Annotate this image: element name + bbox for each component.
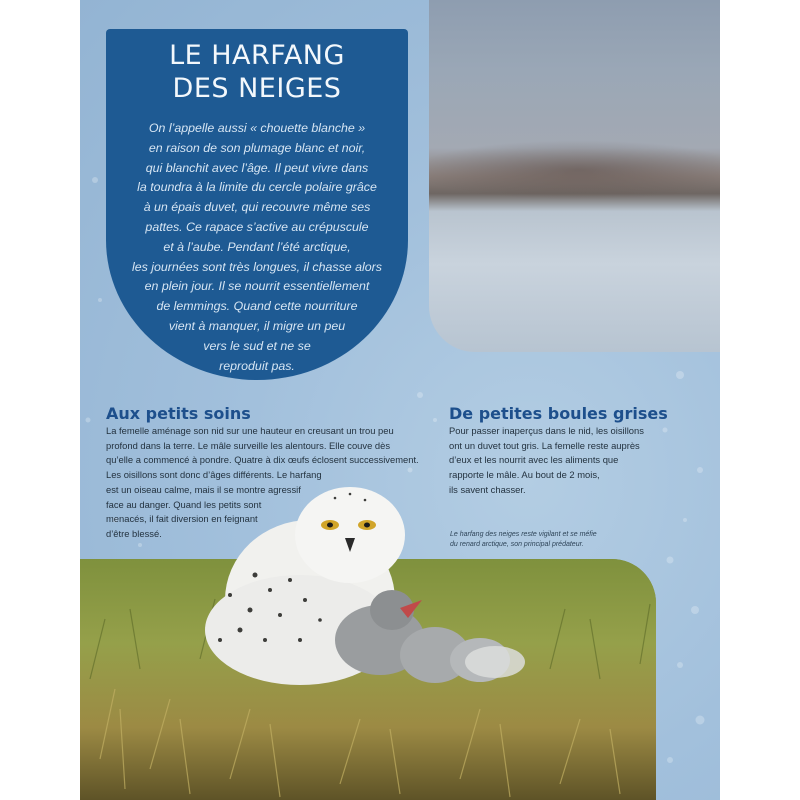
body-line: profond dans la terre. Le mâle surveille les alentours. Elle couve dès — [106, 439, 391, 451]
section-heading: Aux petits soins — [106, 404, 251, 423]
body-line: face au danger. Quand les petits sont — [106, 498, 262, 510]
title-card — [106, 29, 408, 380]
intro-text — [120, 119, 394, 376]
intro-line: en plein jour. Il se nourrit essentiellement — [144, 279, 370, 294]
intro-line: les journées sont très longues, il chasse alors — [131, 259, 382, 274]
body-line: Pour passer inaperçus dans le nid, les oisillons — [449, 425, 644, 436]
body-line: qu’elle a commencé à pondre. Quatre à dix œufs éclosent successivement. — [106, 454, 419, 466]
body-line: menacés, il fait diversion en feignant — [106, 513, 258, 525]
intro-line: de lemmings. Quand cette nourriture — [156, 299, 358, 314]
intro-line: vers le sud et ne se — [203, 338, 311, 353]
intro-line: On l’appelle aussi « chouette blanche » — [148, 121, 366, 135]
intro-line: à un épais duvet, qui recouvre même ses — [143, 200, 371, 215]
intro-line: la toundra à la limite du cercle polaire grâce — [137, 180, 377, 195]
section-heading: De petites boules grises — [449, 404, 668, 423]
snowy-owl-illustration — [160, 480, 540, 700]
intro-line: vient à manquer, il migre un peu — [168, 318, 346, 333]
intro-line: pattes. Ce rapace s’active au crépuscule — [145, 219, 369, 234]
body-line: d’être blessé. — [106, 527, 162, 539]
caption-line: Le harfang des neiges reste vigilant et se méfie — [450, 531, 597, 538]
snowy-landscape-photo — [429, 0, 720, 352]
body-line: ils savent chasser. — [449, 483, 526, 495]
body-line: ont un duvet tout gris. La femelle reste auprès — [449, 439, 640, 451]
body-line: rapporte le mâle. Au bout de 2 mois, — [449, 469, 600, 481]
intro-line: qui blanchit avec l’âge. Il peut vivre dans — [145, 160, 369, 175]
body-line: est un oiseau calme, mais il se montre agressif — [106, 483, 301, 495]
intro-line: et à l’aube. Pendant l’été arctique, — [163, 239, 351, 254]
body-line: d’eux et les nourrit avec les aliments que — [449, 454, 619, 466]
intro-line: en raison de son plumage blanc et noir, — [148, 140, 366, 155]
title-line-2: DES NEIGES — [172, 73, 342, 104]
page — [80, 0, 720, 800]
body-line: Les oisillons sont donc d’âges différents. Le harfang — [106, 469, 322, 481]
caption-line: du renard arctique, son principal prédateur. — [450, 541, 584, 548]
page-title — [106, 29, 408, 105]
title-line-1: LE HARFANG — [169, 40, 345, 71]
intro-line: reproduit pas. — [219, 358, 295, 373]
body-line: La femelle aménage son nid sur une hauteur en creusant un trou peu — [106, 425, 394, 436]
